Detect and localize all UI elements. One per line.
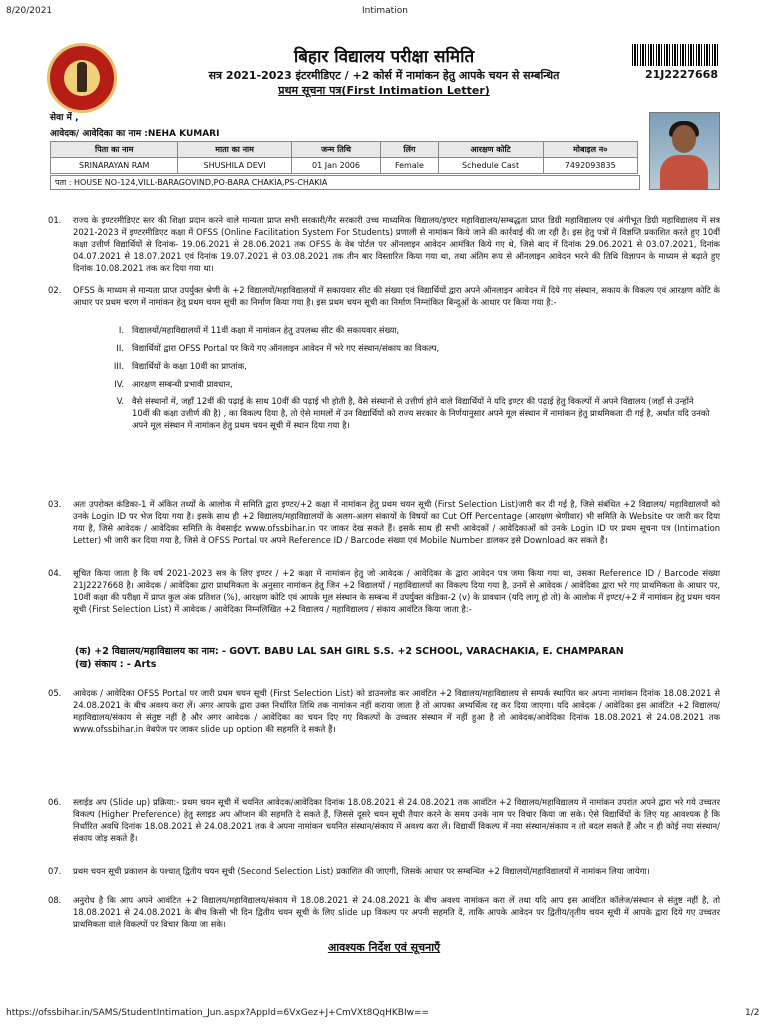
col-father: पिता का नाम <box>51 142 178 158</box>
address: पता : HOUSE NO-124,VILL-BARAGOVIND,PO-BARA CHAKIA,PS-CHAKIA <box>50 175 640 190</box>
mother-name: SHUSHILA DEVI <box>178 158 291 174</box>
paragraph-03: 03. अतः उपरोक्त कंडिका-1 में अंकित तथ्यों के आलोक में समिति द्वारा इण्टर/+2 कक्षा में नामांकन हेतु प्रथम चयन सूची (First Selection List)जारी कर दी गई है, जिसे संबंधित +2 विद्यालय/ महाविद्यालयों को उनके Login ID पर भेज दिया गया है। इसके साथ ही +2 विद्यालय/महाविद्यालयों के अलग-अलग संकायों के विषयों का Cut Off Percentage (आरक्षण श्रेणीवार) भी समिति के Website पर जारी कर दिया गया है, जिसे आवेदक / आवेदिका समिति के वेबसाईट www.ofssbihar.in पर जाकर देख सकते हैं। इसके साथ ही सभी आवेदकों / आवेदिकाओं को उनके Login ID पर प्रथम सूचना पत्र (Intimation Letter) भी जारी कर दिया गया है, जिसे वे OFSS Portal पर अपने Reference ID / Barcode संख्या एवं Mobile Number डालकर इसे Download कर सकते हैं। <box>48 499 720 545</box>
subpoint-iii: III. विद्यार्थियों के कक्षा 10वीं का प्राप्तांक, <box>113 361 247 371</box>
paragraph-07: 07. प्रथम चयन सूची प्रकाशन के पश्चात् द्वितीय चयन सूची (Second Selection List) प्रकाशित की जाएगी, जिसके आधार पर सम्बन्धित +2 विद्यालयों/महाविद्यालयों में नामांकन लिया जायेगा। <box>48 866 650 876</box>
subtitle: सत्र 2021-2023 इंटरमीडिएट / +2 कोर्स में नामांकन हेतु आपके चयन से सम्बन्धित <box>208 69 560 82</box>
page-url: https://ofssbihar.in/SAMS/StudentIntimation_Jun.aspx?AppId=6VxGez+J+CmVXt8QqHKBIw== <box>6 1008 430 1018</box>
page-title: Intimation <box>362 6 408 16</box>
page-number: 1/2 <box>745 1008 760 1018</box>
subpoint-i: I. विद्यालयों/महाविद्यालयों में 11वीं कक्षा में नामांकन हेतु उपलब्ध सीट की सकायवार संख्या, <box>118 325 400 335</box>
college-name: (क) +2 विद्यालय/महाविद्यालय का नाम: - GOVT. BABU LAL SAH GIRL S.S. +2 SCHOOL, VARACHAKIA, E. CHAMPARAN <box>75 646 624 657</box>
letter-title: प्रथम सूचना पत्र(First Intimation Letter) <box>278 84 490 97</box>
col-gender: लिंग <box>381 142 438 158</box>
applicant-photo <box>649 112 720 190</box>
father-name: SRINARAYAN RAM <box>51 158 178 174</box>
subpoint-ii: II. विद्यार्थियों द्वारा OFSS Portal पर किये गए ऑनलाइन आवेदन में भरे गए संस्थान/संकाय का विकल्प, <box>116 343 440 353</box>
col-mother: माता का नाम <box>178 142 291 158</box>
faculty: (ख) संकाय : - Arts <box>75 659 157 670</box>
paragraph-08: 08. अनुरोध है कि आप अपने आवंटित +2 विद्यालय/महाविद्यालय/संकाय में 18.08.2021 से 24.08.2021 के बीच अवश्य नामांकन करा लें तथा यदि आप इस आवंटित कॉलेज/संस्थान से संतुष्ट नहीं है, तो 18.08.2021 से 24.08.2021 के बीच किसी भी दिन द्वितीय चयन सूची के लिए slide up विकल्प पर अपनी सहमति दें, ताकि आपके आवेदन पर द्वितीय/तृतीय चयन सूची में आपके द्वारा दिये गए उच्चतर प्राथमिकता वाले विकल्पों पर विचार किया जा सके। <box>48 895 720 929</box>
applicant-info-table <box>50 141 638 174</box>
subpoint-v: V. वैसे संस्थानों में, जहाँ 12वीं की पढ़ाई के साथ 10वीं की पढ़ाई भी होती है, वैसे संस्थानों से उत्तीर्ण होने वाले विद्यार्थियों ने यदि इण्टर की पढ़ाई हेतु विकल्पों में अपने विद्यालय (जहाँ से उन्होंने 10वीं की कक्षा उत्तीर्ण की है) , का विकल्प दिया है, तो ऐसे मामलों में उन विद्यार्थियों को राज्य सरकार के निर्णयानुसार अपने मूल संस्थान में नामांकन हेतु प्राथमिकता दी गई है, अर्थात यदि उनको अपने मूल संस्थान में नामांकन हेतु प्रथम चयन सूची में स्थान दिया गया है। <box>116 396 710 430</box>
col-dob: जन्म तिथि <box>291 142 380 158</box>
applicant-name: आवेदक/ आवेदिका का नाम :NEHA KUMARI <box>50 129 220 139</box>
barcode-image <box>632 44 718 66</box>
instructions-heading: आवश्यक निर्देश एवं सूचनाएँ <box>327 941 441 954</box>
allotted-college <box>75 645 624 671</box>
mobile: 7492093835 <box>543 158 637 174</box>
col-category: आरक्षण कोटि <box>438 142 543 158</box>
subpoint-iv: IV. आरक्षण सम्बन्धी प्रभावी प्रावधान, <box>114 379 233 389</box>
gender: Female <box>381 158 438 174</box>
barcode-number: 21J2227668 <box>645 68 718 81</box>
paragraph-06: 06. स्लाईड अप (Slide up) प्रक्रिया:- प्रथम चयन सूची में चयनित आवेदक/आवेदिका दिनांक 18.08.2021 से 24.08.2021 तक आवंटित +2 विद्यालय/महाविद्यालय में नामांकन उपरांत अपने द्वारा भरे गये उच्चतर विकल्प (Higher Preference) हेतु स्लाइड अप ऑप्शन की सहमति दे सकते हैं, जिससे दूसरे चयन सूची तैयार करने के समय उनके नाम पर विचार किया जा सके। ऐसे विद्यार्थियों के लिए यह आवश्यक है कि निर्धारित अवधि दिनांक 18.08.2021 से 24.08.2021 तक वे अपना नामांकन चयनित संस्थान/संकाय में अवश्य करा लें। विद्यार्थी विकल्प में नया संस्थान/संकाय न तो बदल सकते हैं और न ही कोई नया संस्थान/संकाय जोड़ सकते हैं। <box>48 797 720 843</box>
paragraph-01: 01. राज्य के इण्टरमीडिएट स्तर की शिक्षा प्रदान करने वाले मान्यता प्राप्त सभी सरकारी/गैर सरकारी उच्च माध्यमिक विद्यालय/इण्टर महाविद्यालय/सम्बद्धता प्राप्त डिग्री महाविद्यालय एवं अंगीभूत डिग्री महाविद्यालय में सत्र 2021-2023 में इण्टरमीडिएट कक्षा में OFSS (Online Facilitation System For Students) प्रणाली से नामांकन किये जाने की कार्रवाई की जा रही है। इस हेतु पत्रों में विज्ञप्ति प्रकाशित करते हुए 10वीं कक्षा उत्तीर्ण विद्यार्थियों से दिनांक- 19.06.2021 से 28.06.2021 तक OFSS के वेब पोर्टल पर ऑनलाइन आवेदन आमंत्रित किये गए थे, जिसे बाद में दिनांक 29.06.2021 से 03.07.2021, दिनांक 04.07.2021 से 18.07.2021 एवं दिनांक 19.07.2021 से 03.08.2021 तक तीन बार विस्तारित किया गया था, तथा अंतिम रूप से ऑनलाइन आवेदन भरने की तिथि विज्ञापन के माध्यम से बढ़ाते हुए दिनांक 10.08.2021 तक कर दिया गया था। <box>48 215 720 273</box>
paragraph-04: 04. सूचित किया जाता है कि वर्ष 2021-2023 सत्र के लिए इण्टर / +2 कक्षा में नामांकन हेतु जो आवेदक / आवेदिका के द्वारा आवेदन पत्र जमा किया गया था, उसका Reference ID / Barcode संख्या 21J2227668 है। आवेदक / आवेदिका द्वारा प्राथमिकता के अनुसार नामांकन हेतु जिन +2 विद्यालयों / महाविद्यालयों का विकल्प दिया गया है, उनमें से आवेदक / आवेदिका द्वारा भरे गए प्राथमिकता के आधार पर, 10वीं कक्षा की परीक्षा में प्राप्त कुल अंक प्रतिशत (%), आरक्षण कोटि एवं आपके मूल संस्थान के सम्बन्ध में उपर्युक्त कंडिका-2 (v) के प्रावधान (यदि लागू हो तो) के आलोक में इण्टर/+2 में नामांकन हेतु प्रथम चयन सूची (First Selection List) में आवेदक / आवेदिका निम्नलिखित +2 विद्यालय / महाविद्यालय / संकाय आवंटित किया जाता है:- <box>48 568 720 614</box>
salutation: सेवा में , <box>50 113 79 123</box>
paragraph-02: 02. OFSS के माध्यम से मान्यता प्राप्त उपर्युक्त श्रेणी के +2 विद्यालयों/महाविद्यालयों में सकायवार सीट की संख्या एवं विद्यार्थियों द्वारा अपने ऑनलाइन आवेदन में दिये गए संस्थान, सकाय के विकल्प एवं आरक्षण कोटि के आधार पर प्रथम चरण में नामांकन हेतु प्रथम चयन सूची का निर्माण किया गया है। इस प्रथम चयन सूची का निर्माण निम्नांकित बिन्दुओं के आधार पर किया गया है:- <box>48 285 720 307</box>
category: Schedule Cast <box>438 158 543 174</box>
org-title: बिहार विद्यालय परीक्षा समिति <box>293 47 475 67</box>
col-mobile: मोबाइल न० <box>543 142 637 158</box>
print-date: 8/20/2021 <box>6 6 53 16</box>
paragraph-05: 05. आवेदक / आवेदिका OFSS Portal पर जारी प्रथम चयन सूची (First Selection List) को डाउनलोड कर आवंटित +2 विद्यालय/महाविद्यालय से सम्पर्क स्थापित कर अपना नामांकन दिनांक 18.08.2021 से 24.08.2021 के बीच अवश्य करा लें। अगर आपके द्वारा उक्त निर्धारित तिथि तक नामांकन नहीं कराया जाता है तो आपका अभ्यर्थित्व रद्द कर दिया जाएगा। यदि आवेदक / आवेदिका इस आवंटित +2 विद्यालय/महाविद्यालय/संकाय से संतुष्ट नहीं है और अगर आवेदक / आवेदिका का चयन दिए गए विकल्पों के उच्चतर संस्थान में नहीं हुआ है तो आवेदक/आवेदिका दिनांक 18.08.2021 से 24.08.2021 तक www.ofssbihar.in वेबपेज पर जाकर slide up option की सहमति दे सकते हैं। <box>48 688 720 734</box>
dob: 01 Jan 2006 <box>291 158 380 174</box>
